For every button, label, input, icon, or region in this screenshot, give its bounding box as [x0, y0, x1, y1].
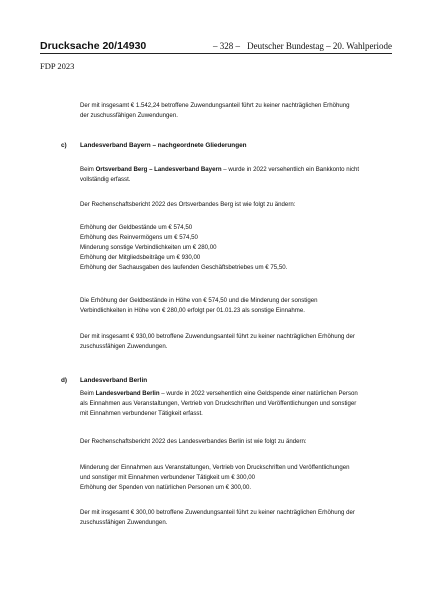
document-number: Drucksache 20/14930: [40, 40, 147, 52]
section-c-paragraph-3: Die Erhöhung der Geldbestände in Höhe von € 574,50 und die Minderung der sonstigen Verbindlichkeiten in Höhe von € 280,00 erfolgt per 01.01.23 als sonstige Einnahme.: [80, 297, 318, 314]
list-item: Erhöhung der Mitgliedsbeiträge um € 930,00: [80, 254, 201, 261]
list-item: und sonstiger mit Einnahmen verbundener Tätigkeit um € 300,00: [80, 474, 256, 481]
list-item: Erhöhung der Sachausgaben des laufenden Geschäftsbetriebes um € 75,50.: [80, 264, 288, 271]
publisher-label: Deutscher Bundestag – 20. Wahlperiode: [247, 41, 392, 51]
section-c-heading: Landesverband Bayern – nachgeordnete Gliederungen: [80, 142, 247, 149]
header-divider: [40, 53, 392, 54]
list-item: Minderung der Einnahmen aus Veranstaltungen, Vertrieb von Druckschriften und Veröffentlichungen: [80, 464, 350, 471]
intro-paragraph: Der mit insgesamt € 1.542,24 betroffene Zuwendungsanteil führt zu keiner nachträglichen Erhöhung der zuschussfähigen Zuwendungen.: [80, 102, 350, 119]
list-item: Erhöhung der Spenden von natürlichen Personen um € 300,00.: [80, 484, 252, 491]
list-item: Erhöhung der Geldbestände um € 574,50: [80, 224, 193, 231]
section-d-paragraph-2: Der Rechenschaftsbericht 2022 des Landesverbandes Berlin ist wie folgt zu ändern:: [80, 438, 307, 445]
section-d-changes-list: [80, 463, 396, 493]
section-d-heading: Landesverband Berlin: [80, 377, 148, 384]
list-item: Erhöhung des Reinvermögens um € 574,50: [80, 234, 198, 241]
list-item: Minderung sonstige Verbindlichkeiten um € 280,00: [80, 244, 217, 251]
section-c-paragraph-1: Beim Ortsverband Berg – Landesverband Bayern – wurde in 2022 versehentlich ein Bankkonto nicht vollständig erfasst.: [80, 166, 360, 183]
section-c-paragraph-4: Der mit insgesamt € 930,00 betroffene Zuwendungsanteil führt zu keiner nachträglichen Erhöhung der zuschussfähigen Zuwendungen.: [80, 333, 355, 350]
page-number: – 328 –: [213, 41, 240, 51]
bold-entity: Landesverband Berlin: [95, 390, 160, 397]
party-label: FDP 2023: [40, 61, 75, 71]
section-d-paragraph-1: Beim Landesverband Berlin – wurde in 2022 versehentlich eine Geldspende einer natürlichen Person als Einnahmen aus Veranstaltungen, Vertrieb von Druckschriften und Veröffentlichungen und sonstiger mit Einnahmen verbundener Tätigkeit erfasst.: [80, 390, 358, 417]
section-c-paragraph-2: Der Rechenschaftsbericht 2022 des Ortsverbandes Berg ist wie folgt zu ändern:: [80, 201, 296, 208]
section-d-paragraph-3: Der mit insgesamt € 300,00 betroffene Zuwendungsanteil führt zu keiner nachträglichen Erhöhung der zuschussfähigen Zuwendungen.: [80, 509, 355, 526]
section-d-label: d): [61, 377, 68, 384]
section-c-changes-list: [80, 223, 396, 273]
section-c-label: c): [61, 142, 67, 149]
page-header: [40, 40, 392, 54]
bold-entity: Ortsverband Berg – Landesverband Bayern: [95, 166, 222, 173]
